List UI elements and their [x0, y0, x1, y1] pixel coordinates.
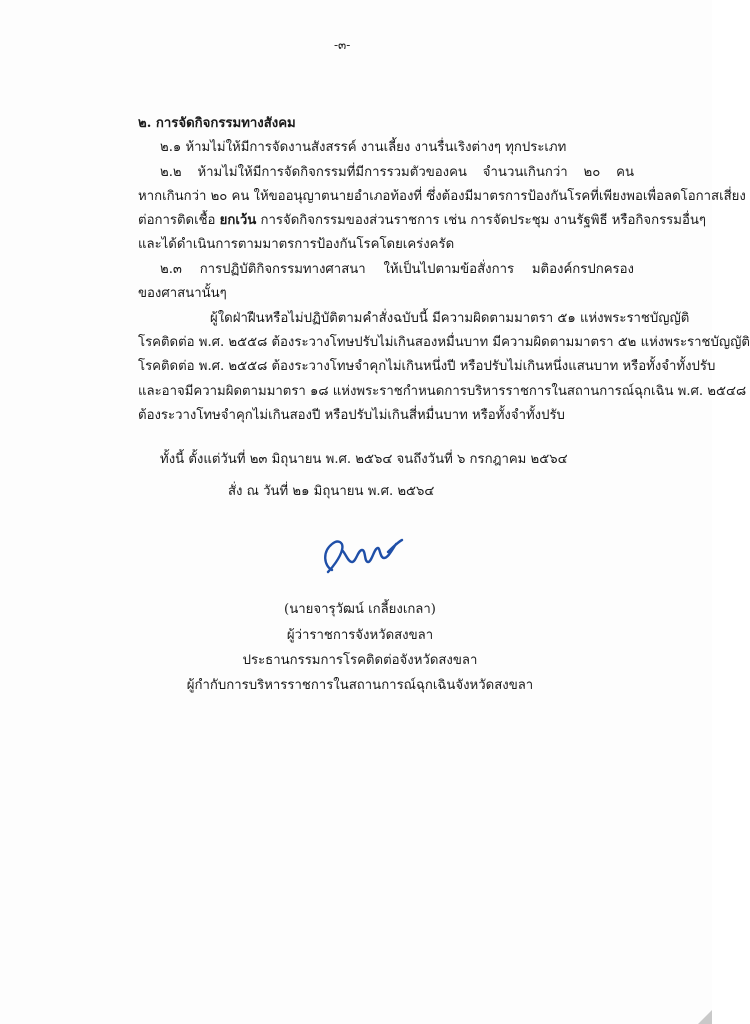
signatory-title-governor: ผู้ว่าราชการจังหวัดสงขลา: [286, 628, 434, 643]
penalty-line-2: โรคติดต่อ พ.ศ. ๒๕๕๘ ต้องระวางโทษปรับไม่เกินสองหมื่นบาท มีความผิดตามมาตรา ๕๒ แห่งพระราชบัญญัติ: [138, 335, 750, 350]
signatory-title-emergency-supervisor: ผู้กำกับการบริหารราชการในสถานการณ์ฉุกเฉินจังหวัดสงขลา: [186, 678, 534, 693]
item-2-2-line-3-part-b: การจัดกิจกรรมของส่วนราชการ เช่น การจัดประชุม งานรัฐพิธี หรือกิจกรรมอื่นๆ: [256, 213, 706, 228]
item-2-2-line-3-part-a: ต่อการติดเชื้อ: [138, 213, 220, 228]
effective-period: ทั้งนี้ ตั้งแต่วันที่ ๒๓ มิถุนายน พ.ศ. ๒๕๖๔ จนถึงวันที่ ๖ กรกฎาคม ๒๕๖๔: [160, 452, 568, 467]
page-number: -๓-: [334, 38, 351, 52]
penalty-line-3: โรคติดต่อ พ.ศ. ๒๕๕๘ ต้องระวางโทษจำคุกไม่เกินหนึ่งปี หรือปรับไม่เกินหนึ่งแสนบาท หรือทั้งจำทั้งปรับ: [138, 359, 716, 374]
signatory-name: (นายจารุวัฒน์ เกลี้ยงเกลา): [284, 602, 436, 617]
penalty-line-4: และอาจมีความผิดตามมาตรา ๑๘ แห่งพระราชกำหนดการบริหารราชการในสถานการณ์ฉุกเฉิน พ.ศ. ๒๕๔๘: [138, 384, 747, 399]
item-2-2-line-3: [138, 212, 706, 230]
penalty-line-5: ต้องระวางโทษจำคุกไม่เกินสองปี หรือปรับไม่เกินสี่หมื่นบาท หรือทั้งจำทั้งปรับ: [138, 408, 565, 423]
section-heading: ๒. การจัดกิจกรรมทางสังคม: [138, 116, 296, 131]
item-2-2-line-2: หากเกินกว่า ๒๐ คน ให้ขออนุญาตนายอำเภอท้องที่ ซึ่งต้องมีมาตรการป้องกันโรคที่เพียงพอเพื่อลดโอกาสเสี่ยง: [138, 189, 746, 204]
item-2-3-line-1: ๒.๓ การปฏิบัติกิจกรรมทางศาสนา ให้เป็นไปตามข้อสั่งการ มติองค์กรปกครอง: [160, 262, 634, 277]
item-2-2-line-1: ๒.๒ ห้ามไม่ให้มีการจัดกิจกรรมที่มีการรวมตัวของคน จำนวนเกินกว่า ๒๐ คน: [160, 165, 634, 180]
item-2-2-line-4: และได้ดำเนินการตามมาตรการป้องกันโรคโดยเคร่งครัด: [138, 237, 455, 252]
handwritten-signature-icon: [318, 528, 408, 578]
penalty-line-1: ผู้ใดฝ่าฝืนหรือไม่ปฏิบัติตามคำสั่งฉบับนี้ มีความผิดตามมาตรา ๕๑ แห่งพระราชบัญญัติ: [210, 311, 690, 326]
item-2-1: ๒.๑ ห้ามไม่ให้มีการจัดงานสังสรรค์ งานเลี้ยง งานรื่นเริงต่างๆ ทุกประเภท: [160, 140, 567, 155]
item-2-2-exception-word: ยกเว้น: [219, 213, 257, 228]
item-2-3-line-2: ของศาสนานั้นๆ: [138, 286, 227, 301]
signatory-title-committee-chair: ประธานกรรมการโรคติดต่อจังหวัดสงขลา: [242, 653, 478, 668]
scan-corner-mark-icon: [694, 1006, 712, 1024]
order-date: สั่ง ณ วันที่ ๒๑ มิถุนายน พ.ศ. ๒๕๖๔: [228, 484, 435, 499]
